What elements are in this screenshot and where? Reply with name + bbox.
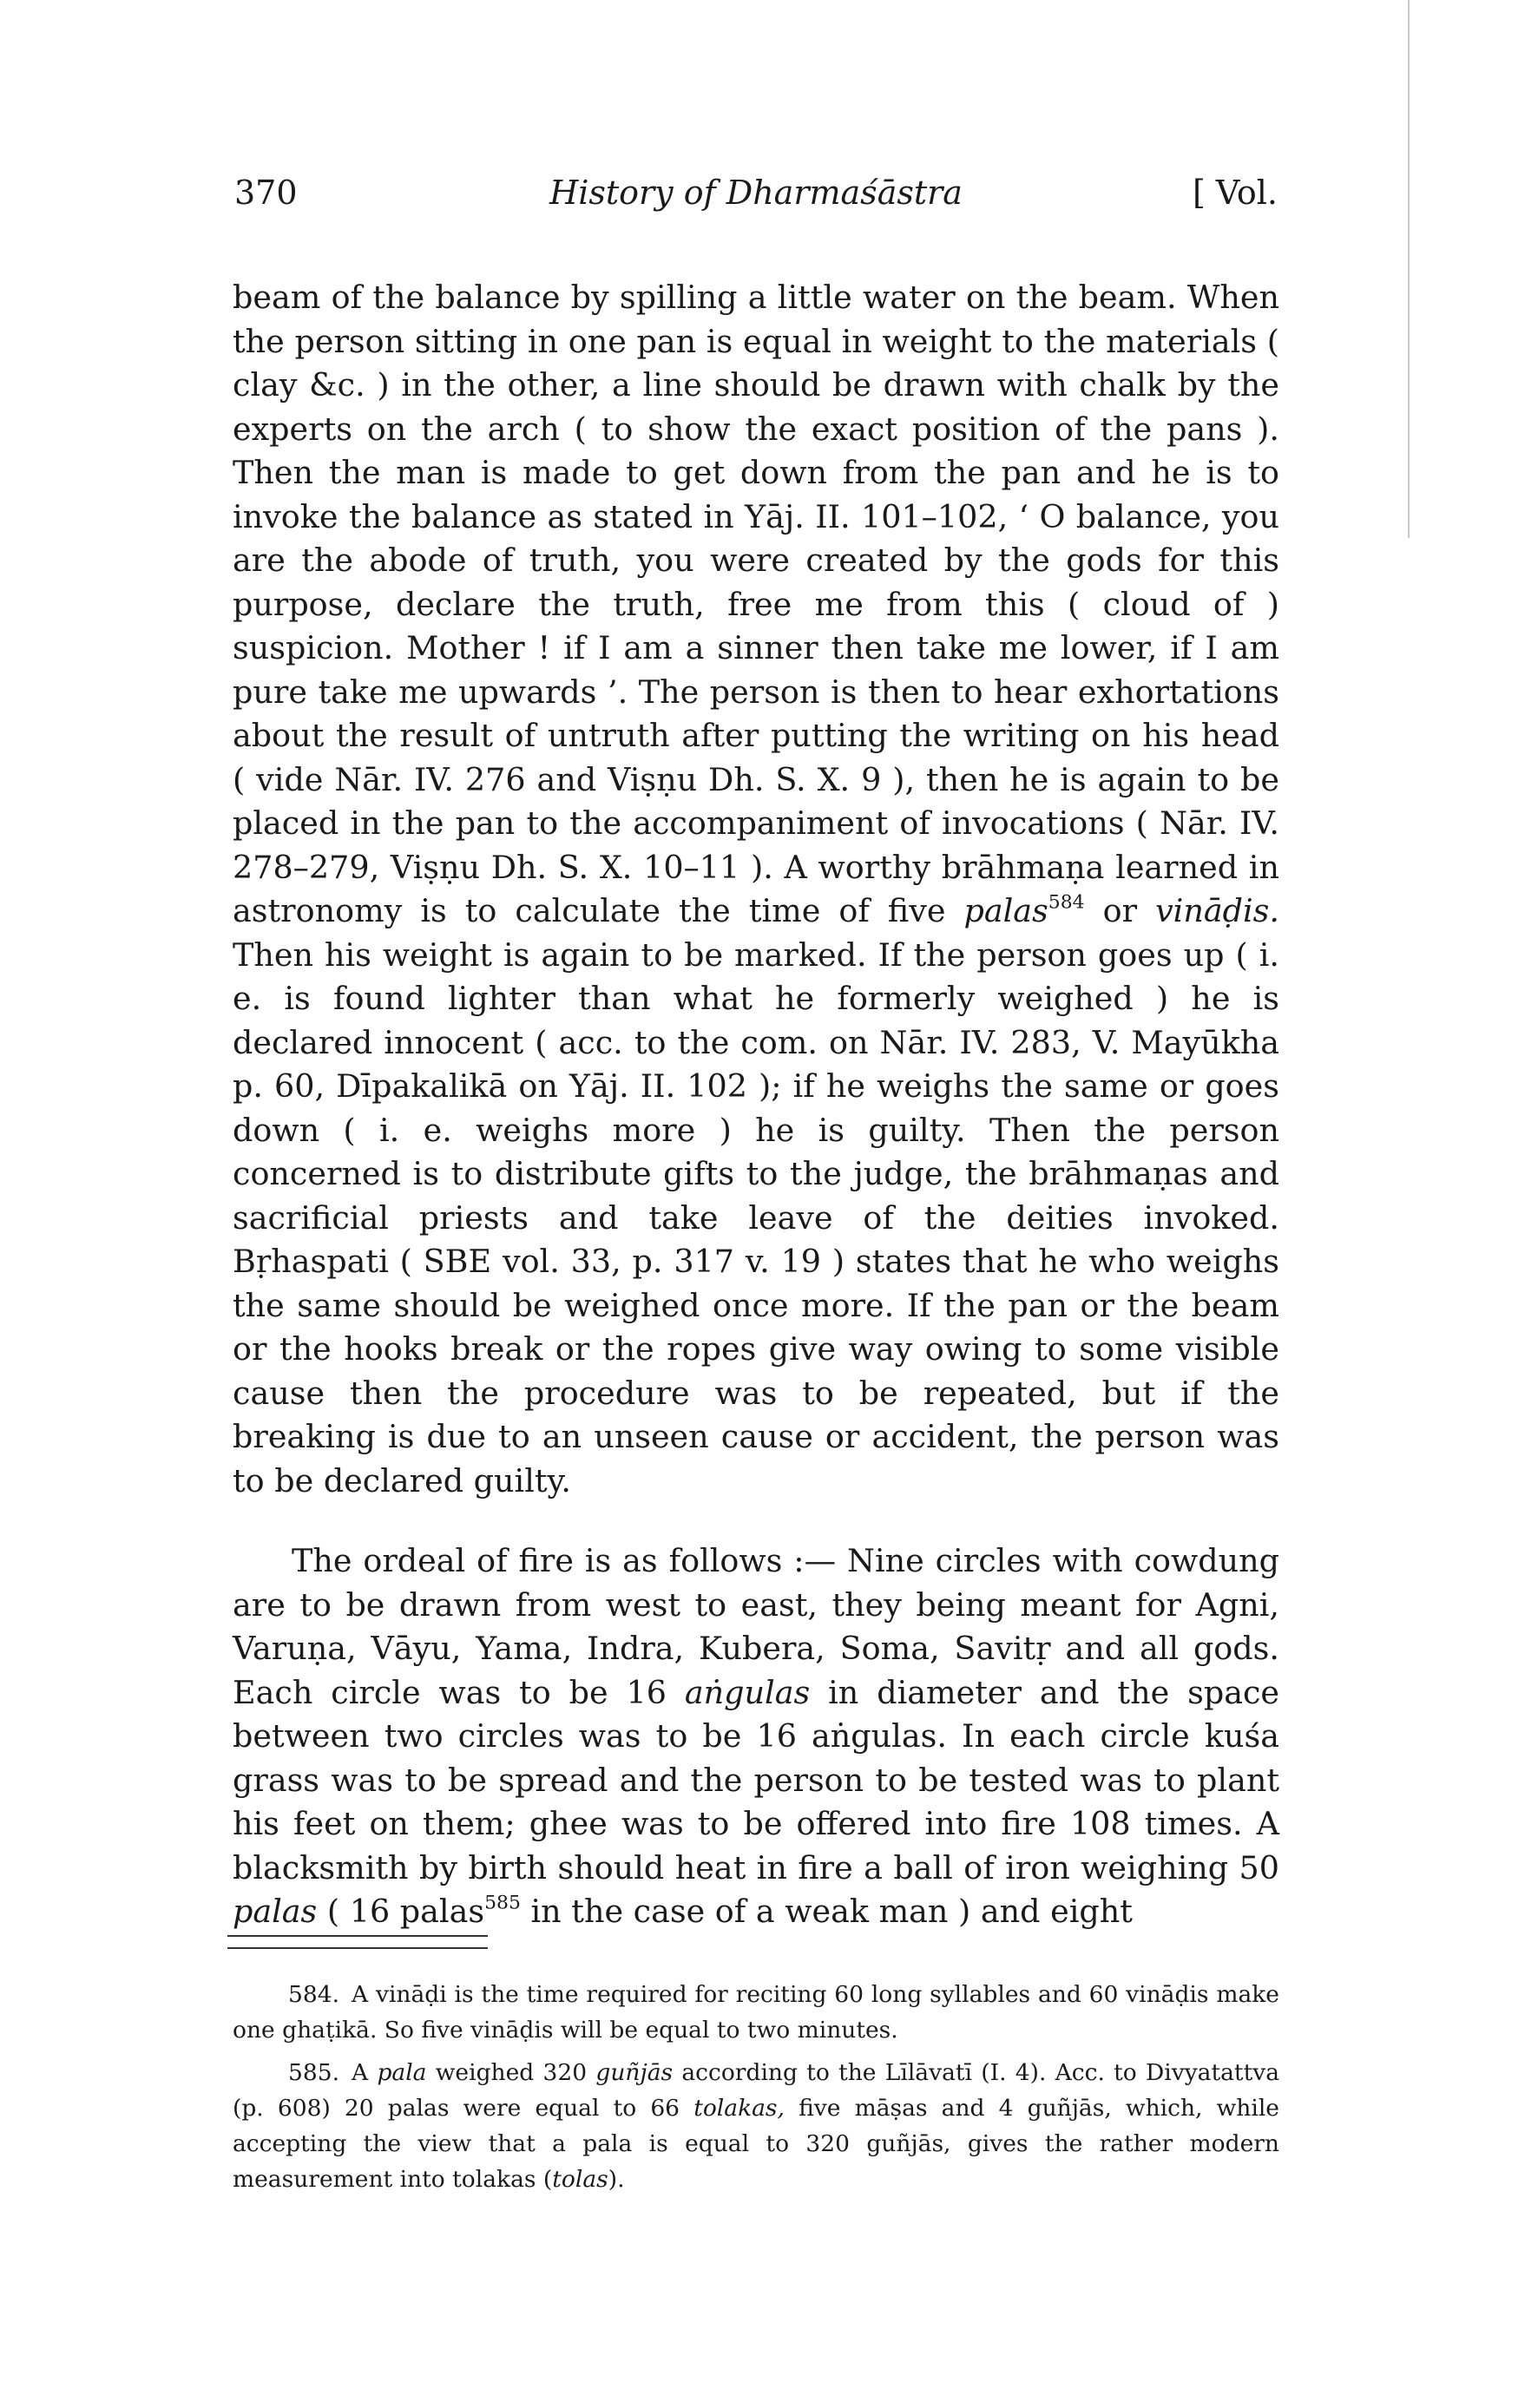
italic-term: aṅgulas	[684, 1673, 811, 1711]
running-title: History of Dharmaśāstra	[549, 174, 963, 212]
paragraph-text: beam of the balance by spilling a little water on the beam. When the person sitting in one pan is equal in weight to the materials ( clay &c. ) in the other, a line should be drawn with chalk by the experts on the arch ( to show the exact position of the pans ). Then the man is made to get down from the pan and he is to invoke the balance as stated in Yāj. II. 101–102, ‘ O balance, you are the abode of truth, you were created by the gods for this purpose, declare the truth, free me from this ( cloud of ) suspicion. Mother ! if I am a sinner then take me lower, if I am pure take me upwards ’. The person is then to hear exhortations about the result of untruth after putting the writing on his head ( vide Nār. IV. 276 and Viṣṇu Dh. S. X. 9 ), then he is again to be placed in the pan to the accompaniment of invocations ( Nār. IV. 278–279, Viṣṇu Dh. S. X. 10–11 ). A worthy brāhmaṇa learned in astronomy is to calculate the time of five	[233, 279, 1279, 929]
footnote-number: 584.	[288, 1981, 340, 2008]
paragraph-text: ( 16 palas	[317, 1893, 485, 1930]
footnote-text: five māṣas and 4 guñjās, which, while accepting the view that a pala is equal to 320 guñjās, gives the rather modern measurement into tolakas (	[233, 2095, 1279, 2193]
paragraph-text: in diameter and the space between two circles was to be 16 aṅgulas. In each circle kuśa grass was to be spread and the person to be tested was to plant his feet on them; ghee was to be offered into fire 108 times. A blacksmith by birth should heat in fire a ball of iron weighing 50	[233, 1673, 1279, 1886]
italic-term: palas	[963, 892, 1048, 929]
paragraph-balance-ordeal	[233, 276, 1279, 1503]
paragraph-text: or	[1084, 892, 1156, 929]
footnote-divider	[227, 1935, 488, 1949]
footnote-584	[233, 1977, 1279, 2048]
volume-marker: [ Vol.	[1193, 174, 1278, 212]
page-number: 370	[234, 174, 298, 212]
italic-term: pala	[377, 2059, 427, 2086]
footnote-text: according to the Līlāvatī (I. 4). Acc. to Divyatattva (p. 608) 20 palas were equal to 66	[233, 2059, 1280, 2122]
paragraph-fire-ordeal	[233, 1539, 1279, 1934]
footnote-ref-584: 584	[1048, 891, 1085, 914]
scan-edge-line	[1408, 0, 1410, 538]
footnote-text: A vināḍi is the time required for reciting 60 long syllables and 60 vināḍis make one ghaṭikā. So five vināḍis will be equal to two minutes.	[233, 1981, 1279, 2044]
footnote-text: A	[352, 2059, 369, 2086]
paragraph-text: Then his weight is again to be marked. If the person goes up ( i. e. is found lighter than what he formerly weighed ) he is declared innocent ( acc. to the com. on Nār. IV. 283, V. Mayūkha p. 60, Dīpakalikā on Yāj. II. 102 ); if he weighs the same or goes down ( i. e. weighs more ) he is guilty. Then the person concerned is to distribute gifts to the judge, the brāhmaṇas and sacrificial priests and take leave of the deities invoked. Bṛhaspati ( SBE vol. 33, p. 317 v. 19 ) states that he who weighs the same should be weighed once more. If the pan or the beam or the hooks break or the ropes give way owing to some visible cause then the procedure was to be repeated, but if the breaking is due to an unseen cause or accident, the person was to be declared guilty.	[233, 935, 1279, 1499]
italic-term: tolas	[552, 2166, 608, 2193]
footnote-ref-585: 585	[484, 1892, 521, 1914]
footnotes	[233, 1977, 1279, 2204]
paragraph-text: The ordeal of fire is as follows :— Nine circles with cowdung are to be drawn from west to east, they being meant for Agni, Varuṇa, Vāyu, Yama, Indra, Kubera, Soma, Savitṛ and all gods. Each circle was to be 16	[233, 1542, 1279, 1711]
footnote-number: 585.	[288, 2059, 340, 2086]
italic-term: guñjās	[595, 2059, 674, 2086]
italic-term: vināḍis.	[1155, 892, 1279, 929]
footnote-585	[233, 2055, 1279, 2197]
paragraph-text: in the case of a weak man ) and eight	[520, 1893, 1133, 1930]
body-text	[233, 276, 1279, 1934]
footnote-text: weighed 320	[426, 2059, 596, 2086]
page-header	[234, 174, 1278, 226]
italic-term: tolakas,	[693, 2095, 785, 2122]
footnote-text: ).	[608, 2166, 625, 2193]
italic-term: palas	[233, 1893, 318, 1930]
